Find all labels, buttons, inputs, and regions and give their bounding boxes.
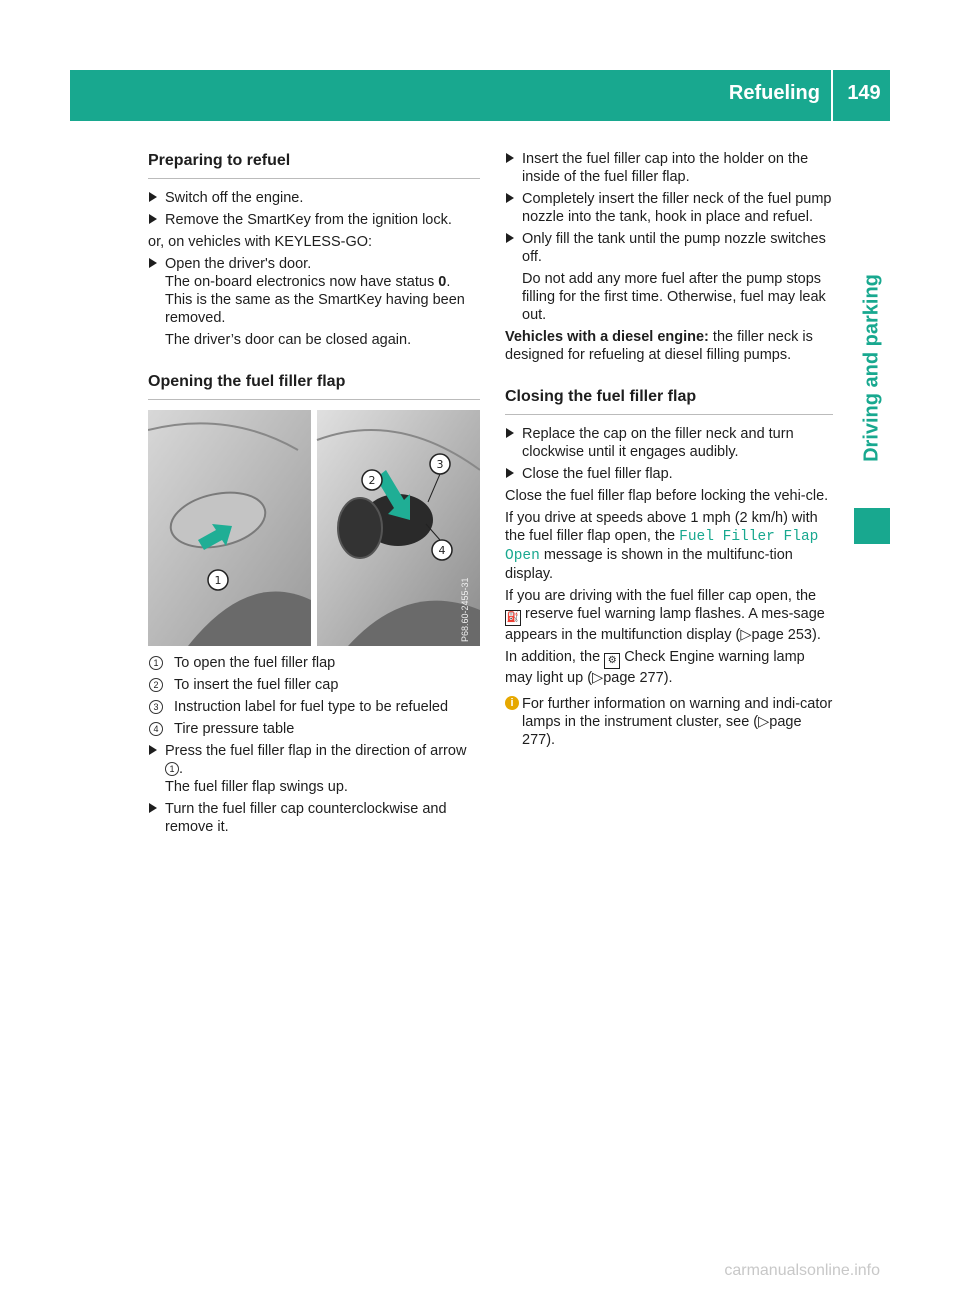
- step-arrow-icon: [149, 803, 157, 813]
- section-title: Refueling: [728, 82, 820, 104]
- heading-opening: Opening the fuel filler flap: [148, 371, 480, 400]
- paragraph-text: In addition, the: [505, 649, 605, 665]
- paragraph-text: If you are driving with the fuel filler cap open, the: [505, 588, 817, 604]
- legend-text: Instruction label for fuel type to be refueled: [174, 699, 449, 715]
- check-engine-icon: ⚙: [604, 653, 620, 669]
- status-value: 0: [438, 274, 447, 290]
- legend-text: To open the fuel filler flap: [174, 655, 336, 671]
- step: [148, 742, 480, 796]
- paragraph: [505, 648, 833, 687]
- step-arrow-icon: [149, 258, 157, 268]
- step-text: Open the driver's door.: [165, 256, 312, 272]
- chapter-tab-marker: [854, 508, 890, 544]
- paragraph-text: ).: [812, 627, 821, 643]
- svg-text:2: 2: [368, 474, 376, 487]
- paragraph: Close the fuel filler flap before locking the vehi-cle.: [505, 488, 829, 504]
- step-arrow-icon: [506, 153, 514, 163]
- step-text: Remove the SmartKey from the ignition lock.: [165, 212, 452, 228]
- chapter-tab-label: Driving and parking: [860, 274, 883, 462]
- callout-number: 4: [149, 722, 163, 736]
- page-number: 149: [847, 82, 881, 104]
- callout-number: 3: [149, 700, 163, 714]
- step-text: .: [179, 761, 184, 777]
- paragraph: [505, 587, 833, 644]
- step-arrow-icon: [149, 192, 157, 202]
- step-text: Turn the fuel filler cap counterclockwise and remove it.: [165, 801, 447, 835]
- paragraph-text: ).: [663, 670, 673, 686]
- legend-item: [148, 676, 480, 694]
- paragraph-text: reserve fuel warning lamp flashes. A mes-sage appears in the multifunction display (: [505, 606, 825, 643]
- step-arrow-icon: [149, 214, 157, 224]
- step-arrow-icon: [506, 233, 514, 243]
- page-ref-link[interactable]: page 277: [522, 714, 802, 748]
- svg-text:4: 4: [438, 544, 446, 557]
- step: [148, 800, 480, 836]
- step-text: Press the fuel filler flap in the direction of arrow: [165, 743, 467, 759]
- chapter-tab: [854, 248, 890, 488]
- step: [148, 211, 480, 229]
- svg-text:3: 3: [436, 458, 444, 471]
- svg-text:1: 1: [214, 574, 222, 587]
- watermark: carmanualsonline.info: [724, 1262, 880, 1279]
- left-column: [148, 150, 480, 840]
- paragraph: or, on vehicles with KEYLESS-GO:: [148, 234, 373, 250]
- heading-preparing: Preparing to refuel: [148, 150, 480, 179]
- paragraph-text: message is shown in the multifunc-tion display.: [505, 547, 793, 582]
- step-text: Replace the cap on the filler neck and turn clockwise until it engages audibly.: [522, 426, 794, 460]
- heading-closing: Closing the fuel filler flap: [505, 386, 833, 415]
- step-text: Switch off the engine.: [165, 190, 304, 206]
- step-arrow-icon: [149, 745, 157, 755]
- step-text: Insert the fuel filler cap into the holder on the inside of the fuel filler flap.: [522, 151, 809, 185]
- step: [505, 150, 833, 186]
- right-column: [505, 150, 833, 749]
- paragraph: [505, 328, 833, 364]
- legend-item: [148, 654, 480, 672]
- step-text: The fuel filler flap swings up.: [165, 779, 348, 795]
- page-ref-link[interactable]: page 253: [751, 627, 812, 643]
- figure-code: P68.60-2455-31: [460, 577, 470, 642]
- paragraph-text: the filler neck is designed for refueling at diesel filling pumps.: [505, 329, 813, 363]
- step-text: This is the same as the SmartKey having been removed.: [165, 292, 465, 326]
- step: [148, 189, 480, 207]
- legend-item: [148, 698, 480, 716]
- step-arrow-icon: [506, 193, 514, 203]
- fuel-pump-icon: ⛽: [505, 610, 521, 626]
- fuel-flap-figure: [148, 410, 480, 646]
- step: [505, 190, 833, 226]
- step-arrow-icon: [506, 468, 514, 478]
- ref-arrow-icon: ▷: [740, 627, 752, 643]
- info-note: [505, 695, 833, 749]
- step-arrow-icon: [506, 428, 514, 438]
- paragraph-text: Check Engine warning lamp may light up (: [505, 649, 805, 686]
- info-icon: i: [505, 696, 519, 710]
- legend-text: To insert the fuel filler cap: [174, 677, 339, 693]
- callout-number: 1: [165, 762, 179, 776]
- display-message: Fuel Filler Flap Open: [505, 529, 819, 564]
- ref-arrow-icon: ▷: [758, 714, 770, 730]
- step-text: Close the fuel filler flap.: [522, 466, 673, 482]
- ref-arrow-icon: ▷: [592, 670, 604, 686]
- step-text: .: [446, 274, 451, 290]
- fuel-flap-illustration: [148, 410, 480, 646]
- callout-number: 2: [149, 678, 163, 692]
- legend-item: [148, 720, 480, 738]
- step-note: Do not add any more fuel after the pump stops filling for the first time. Otherwise, fuel may leak out.: [522, 271, 826, 323]
- callout-number: 1: [149, 656, 163, 670]
- paragraph-text: If you drive at speeds above 1 mph (2 km/h) with the fuel filler flap open, the: [505, 510, 818, 544]
- header-divider: [831, 70, 833, 121]
- step: [148, 255, 480, 327]
- legend-text: Tire pressure table: [174, 721, 295, 737]
- paragraph: [505, 509, 833, 583]
- step: [505, 465, 833, 483]
- step-text: The on-board electronics now have status: [165, 274, 439, 290]
- bold-label: Vehicles with a diesel engine:: [505, 329, 709, 345]
- step-note: The driver’s door can be closed again.: [165, 332, 412, 348]
- info-text: For further information on warning and indi-cator lamps in the instrument cluster, see (: [522, 696, 833, 730]
- info-text: ).: [546, 732, 556, 748]
- step: [505, 230, 833, 266]
- step-text: Completely insert the filler neck of the fuel pump nozzle into the tank, hook in place and refuel.: [522, 191, 832, 225]
- step-text: Only fill the tank until the pump nozzle switches off.: [522, 231, 826, 265]
- page-ref-link[interactable]: page 277: [603, 670, 664, 686]
- step: [505, 425, 833, 461]
